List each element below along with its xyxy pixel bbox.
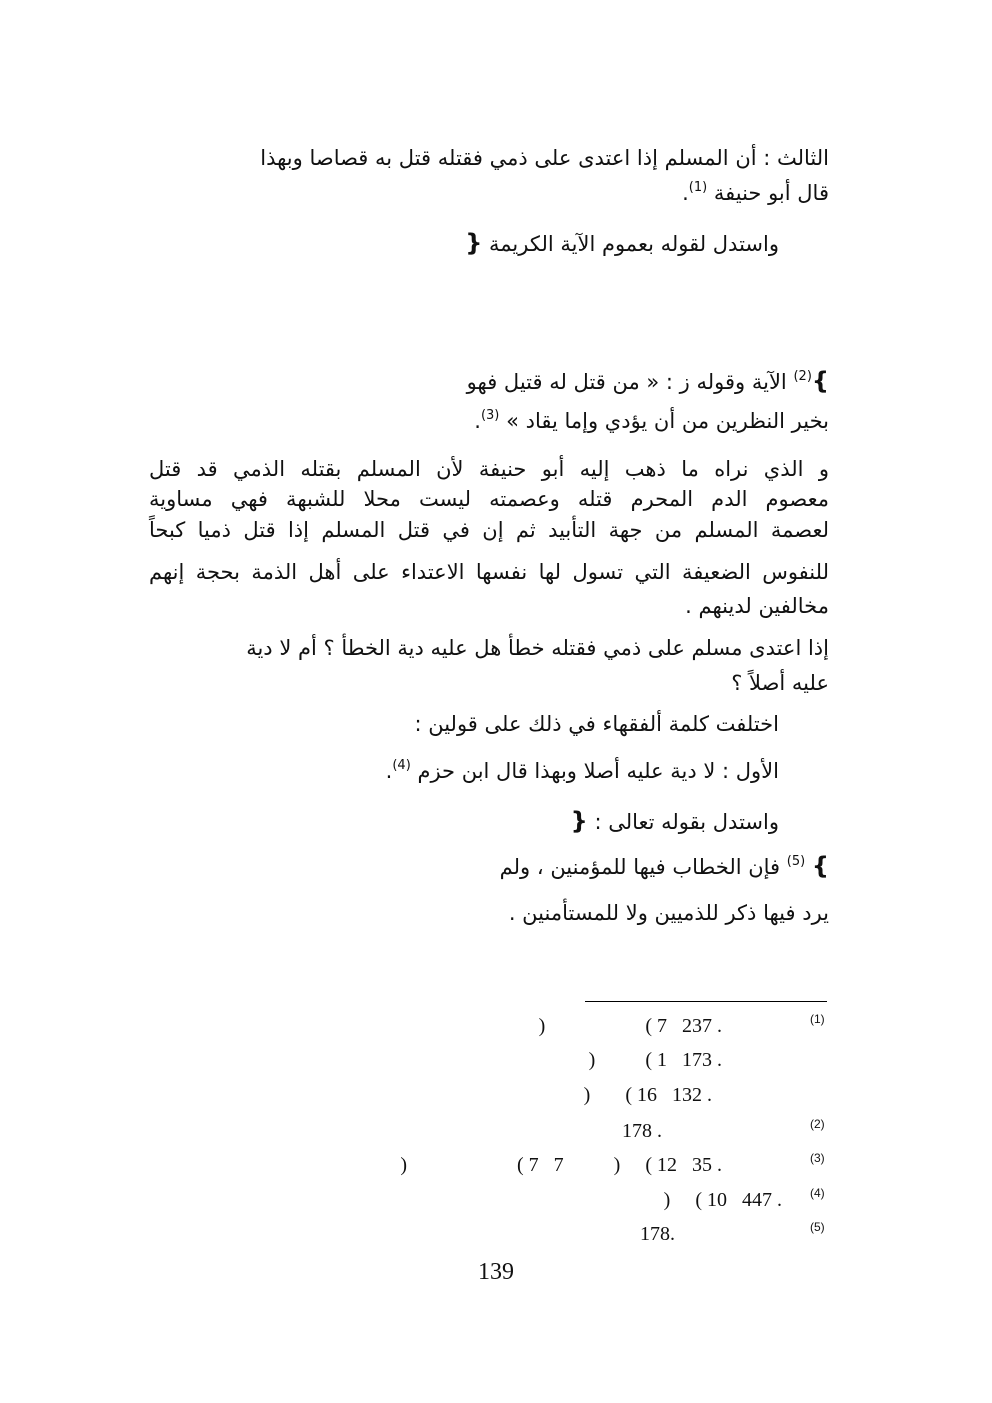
- text-line-3: [465, 228, 779, 259]
- text-line-14-content: الأول : لا دية عليه أصلا وبهذا قال ابن حزم: [417, 759, 779, 783]
- footnote-number-4: (4): [810, 1186, 825, 1200]
- footnote-ref-1: (1): [688, 180, 708, 195]
- text-line-14-end: .: [385, 759, 393, 783]
- text-line-15-content: واستدل بقوله تعالى :: [594, 810, 779, 834]
- footnote-2-line: 178 .: [622, 1120, 662, 1142]
- text-line-9: [149, 557, 829, 587]
- brace-open-2: {: [570, 807, 588, 835]
- footnote-1-line-2: ) ( 1 173 .: [588, 1049, 722, 1071]
- text-line-8: [149, 515, 829, 545]
- text-line-8-content: لعصمة المسلم من جهة التأبيد ثم إن في قتل المسلم إذا قتل ذميا كبحاً: [149, 518, 829, 542]
- text-line-4-content: الآية وقوله ز : « من قتل له قتيل فهو: [466, 370, 787, 394]
- text-line-3-content: واستدل لقوله بعموم الآية الكريمة: [489, 232, 779, 256]
- footnote-number-1: (1): [810, 1012, 825, 1026]
- text-line-10: [685, 591, 829, 621]
- text-line-9-content: للنفوس الضعيفة التي تسول لها نفسها الاعتداء على أهل الذمة بحجة إنهم: [149, 560, 829, 584]
- footnote-3-line: ) ( 7 7 ) ( 12 35 .: [400, 1154, 722, 1176]
- page-number: 139: [478, 1259, 514, 1285]
- footnote-ref-5: (5): [786, 854, 806, 869]
- text-line-16-content: فإن الخطاب فيها للمؤمنين ، ولم: [499, 855, 781, 879]
- text-line-11: [246, 633, 829, 663]
- text-line-6: [149, 454, 829, 484]
- footnote-number-5: (5): [810, 1220, 825, 1234]
- footnote-number-3: (3): [810, 1151, 825, 1165]
- text-line-5-content: بخير النظرين من أن يؤدي وإما يقاد »: [506, 409, 829, 433]
- text-line-2: [682, 178, 829, 208]
- text-line-11-content: إذا اعتدى مسلم على ذمي فقتله خطأ هل عليه دية الخطأ ؟ أم لا دية: [246, 636, 829, 660]
- brace-close-2: }: [811, 852, 829, 880]
- text-line-13: [414, 709, 779, 739]
- footnote-ref-4: (4): [392, 758, 411, 773]
- footnote-1-line-3: ) ( 16 132 .: [583, 1084, 712, 1106]
- text-line-17-content: يرد فيها ذكر للذميين ولا للمستأمنين .: [508, 901, 829, 925]
- text-line-2-end: .: [682, 181, 689, 205]
- text-line-17: [509, 898, 829, 928]
- text-line-16: [500, 851, 829, 882]
- text-line-7: [149, 484, 829, 514]
- text-line-1-content: الثالث : أن المسلم إذا اعتدى على ذمي فقتله قتل به قصاصا وبهذا: [260, 146, 829, 170]
- text-line-12-content: عليه أصلاً ؟: [731, 671, 829, 695]
- text-line-14: [386, 756, 779, 786]
- footnote-ref-2: (2): [793, 369, 812, 384]
- text-line-7-content: معصوم الدم المحرم قتله وعصمته ليست محلا للشبهة فهي مساوية: [149, 487, 829, 511]
- text-line-4: [467, 366, 829, 397]
- text-line-5: [474, 406, 829, 436]
- text-line-5-end: .: [474, 409, 481, 433]
- footnote-1-line-1: ) ( 7 237 .: [538, 1015, 722, 1037]
- text-line-1: [260, 143, 829, 173]
- footnote-separator: [585, 1001, 827, 1002]
- text-line-10-content: مخالفين لدينهم .: [685, 594, 829, 618]
- footnote-4-line: ) ( 10 447 .: [663, 1189, 782, 1211]
- text-line-15: [571, 806, 779, 837]
- text-line-6-content: و الذي نراه ما ذهب إليه أبو حنيفة لأن المسلم بقتله الذمي قد قتل: [149, 457, 829, 481]
- footnote-ref-3: (3): [480, 408, 500, 423]
- brace-open-1: {: [465, 229, 483, 257]
- footnote-number-2: (2): [810, 1117, 825, 1131]
- text-line-2-content: قال أبو حنيفة: [713, 181, 829, 205]
- brace-close-1: }: [811, 367, 829, 395]
- text-line-13-content: اختلفت كلمة ألفقهاء في ذلك على قولين :: [414, 712, 779, 736]
- text-line-12: [731, 668, 829, 698]
- footnote-5-line: 178.: [640, 1223, 675, 1245]
